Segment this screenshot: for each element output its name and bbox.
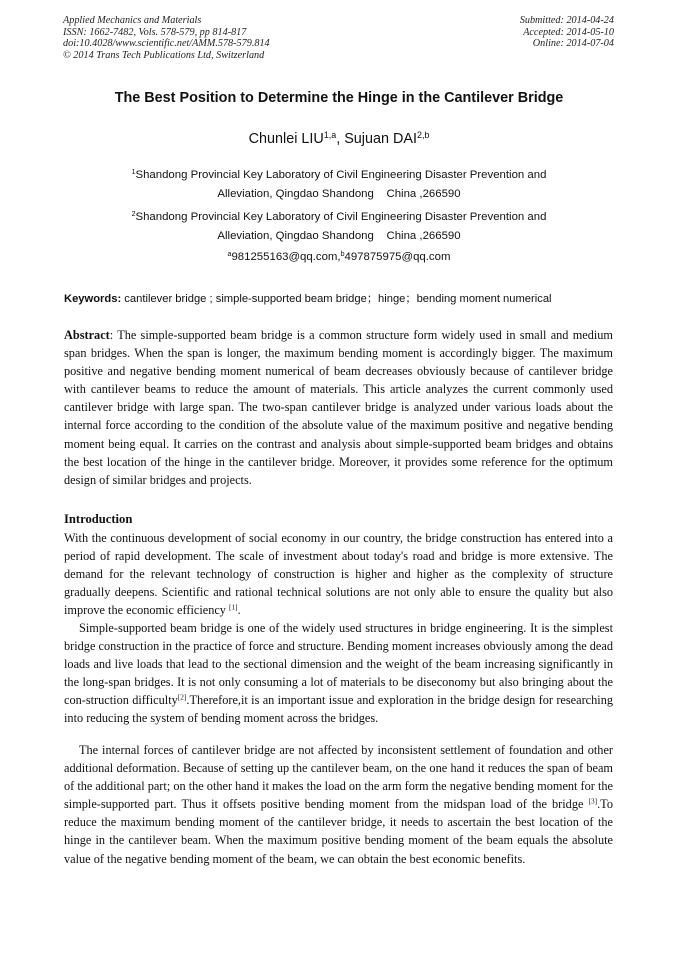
citation[interactable]: [2] <box>177 692 187 702</box>
issn-line: ISSN: 1662-7482, Vols. 578-579, pp 814-817 <box>63 26 247 38</box>
paragraph-text: .Therefore,it is an important issue and exploration in the bridge design for researching into reducing the system of bending moment across the bridges. <box>64 693 613 726</box>
author-separator: , <box>336 131 345 147</box>
affiliation-line: Alleviation, Qingdao Shandong China ,266590 <box>217 188 461 200</box>
journal-name: Applied Mechanics and Materials <box>63 15 202 26</box>
doi-line: doi:10.4028/www.scientific.net/AMM.578-579.814 <box>63 38 270 50</box>
affiliation-number: 2 <box>131 211 136 219</box>
paper-title: The Best Position to Determine the Hinge in the Cantilever Bridge <box>114 90 564 106</box>
copyright-line: © 2014 Trans Tech Publications Ltd, Switzerland <box>63 49 265 61</box>
paragraph-text: The internal forces of cantilever bridge are not affected by inconsistent settlement of foundation and other additional deformation. Because of setting up the cantilever beam, on the one hand it reduces the span of beam of the additional part; on the other hand it makes the load on the arm form the negative bending moment for the simple-supported part. Thus it offsets positive bending moment from the midspan load of the bridge <box>64 743 613 812</box>
paragraph-text: . <box>237 603 241 618</box>
author-name: Sujuan DAI <box>344 131 417 147</box>
affiliation-line: Alleviation, Qingdao Shandong China ,266590 <box>217 230 461 242</box>
keywords-label: Keywords: <box>64 293 122 305</box>
online-date: Online: 2014-07-04 <box>532 38 614 50</box>
citation[interactable]: [3] <box>588 796 598 806</box>
author-line <box>0 131 678 147</box>
dates-header <box>520 15 614 50</box>
submitted-date: Submitted: 2014-04-24 <box>519 15 614 26</box>
journal-header <box>63 15 270 61</box>
affiliation-line: Shandong Provincial Key Laboratory of Civil Engineering Disaster Prevention and <box>135 211 547 223</box>
paragraph <box>64 619 613 728</box>
abstract-text: : The simple-supported beam bridge is a common structure form widely used in small and medium span bridges. When the span is longer, the maximum bending moment is accordingly bigger. The maximum positive and negative bending moment numerical of beam decreases obviously because of cantilever bridge with cantilever beams to reduce the amount of materials. This article analyzes the current commonly used cantilever bridge with large span. The two-span cantilever bridge is analyzed under various loads about the internal force according to the condition of the absolute value of the maximum positive and negative bending moment being equal. It carries on the contrast and analysis about simple-supported beam bridges and obtains the best location of the hinge in the cantilever bridge. Moreover, it provides some reference for the optimum design of similar bridges and projects. <box>64 328 613 487</box>
section-heading: Introduction <box>64 512 133 526</box>
affiliation-line: Shandong Provincial Key Laboratory of Civil Engineering Disaster Prevention and <box>135 169 547 181</box>
email-superscript: b <box>340 251 345 259</box>
paragraph <box>64 529 613 619</box>
affiliation-2 <box>0 208 678 246</box>
email-superscript: a <box>227 251 232 259</box>
author-superscript: 1,a <box>323 130 337 141</box>
email-address[interactable]: 981255163@qq.com, <box>231 251 341 263</box>
abstract <box>64 326 613 489</box>
email-address[interactable]: 497875975@qq.com <box>344 251 451 263</box>
accepted-date: Accepted: 2014-05-10 <box>523 26 614 38</box>
author-name: Chunlei LIU <box>248 131 324 147</box>
affiliation-number: 1 <box>131 169 136 177</box>
paragraph <box>64 741 613 868</box>
citation[interactable]: [1] <box>229 602 238 612</box>
email-line <box>0 251 678 263</box>
paragraph-text: .To reduce the maximum bending moment of the cantilever bridge, it needs to ascertain the best location of the hinge in the cantilever beam. When the maximum positive bending moment of the beam equals the absolute value of the negative bending moment of the beam, we can obtain the best economic benefits. <box>64 797 613 866</box>
keywords <box>64 290 616 306</box>
author-superscript: 2,b <box>417 130 430 141</box>
affiliation-1 <box>0 166 678 204</box>
paragraph-text: Simple-supported beam bridge is one of the widely used structures in bridge engineering. It is the simplest bridge construction in the practice of force and structure. Bending moment increases obviously among the dead loads and live loads that lead to the sectional dimension and the weight of the beam increasing significantly in the long-span bridges. It is not only consuming a lot of materials to be diseconomy but also bringing about the con-struction difficulty <box>64 621 613 708</box>
paragraph-text: With the continuous development of social economy in our country, the bridge construction has entered into a period of rapid development. The scale of investment about today's road and bridge is more extensive. The demand for the relevant technology of construction is higher and higher as the complexity of structure gradually deepens. Scientific and rational technical solutions are not only able to ensure the quality but also improve the economic efficiency <box>64 531 613 618</box>
keywords-text: cantilever bridge ; simple-supported beam bridge；hinge；bending moment numerical <box>121 293 552 305</box>
abstract-label: Abstract <box>64 328 110 342</box>
